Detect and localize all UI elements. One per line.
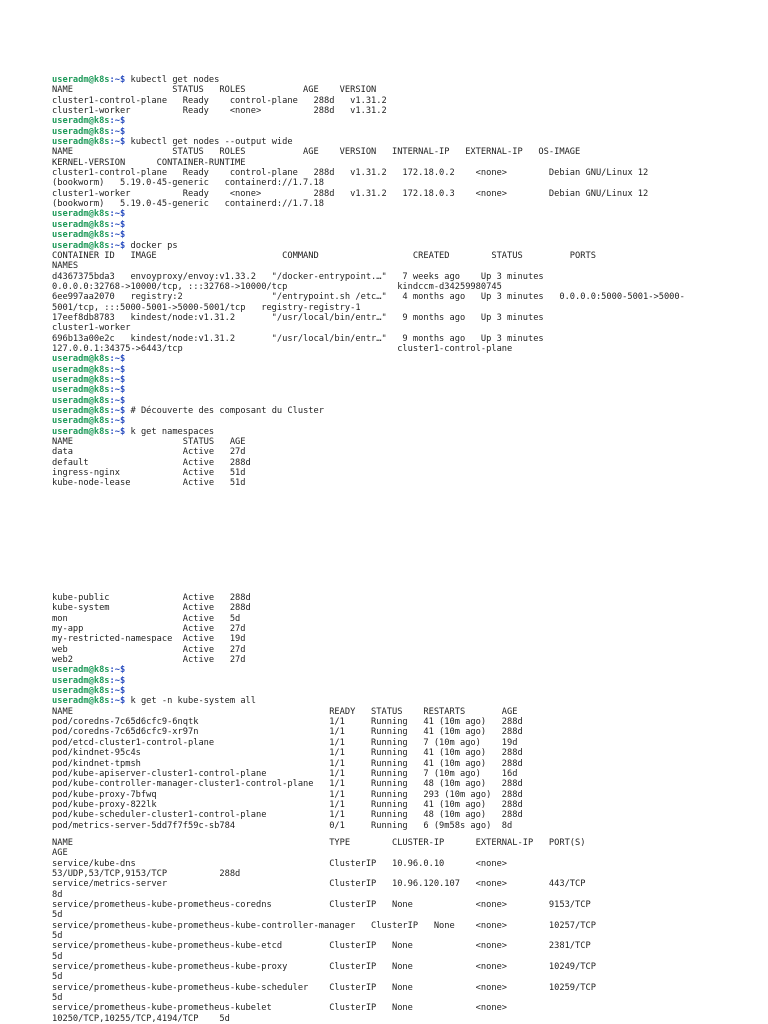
output-line: default Active 288d bbox=[52, 457, 251, 468]
output-line: service/prometheus-kube-prometheus-kube-etcd ClusterIP None <none> 2381/TCP bbox=[52, 941, 591, 952]
output-line: CONTAINER ID IMAGE COMMAND CREATED STATUS PORTS bbox=[52, 250, 596, 261]
prompt-path: :~$ bbox=[109, 385, 126, 396]
output-line: (bookworm) 5.19.0-45-generic containerd://1.7.18 bbox=[52, 178, 324, 189]
output-line: cluster1-control-plane Ready control-plane 288d v1.31.2 172.18.0.2 <none> Debian GNU/Linux 12 bbox=[52, 168, 649, 179]
prompt-path: :~$ bbox=[109, 209, 126, 220]
output-line: web Active 27d bbox=[52, 644, 246, 655]
output-line: pod/coredns-7c65d6cfc9-xr97n 1/1 Running 41 (10m ago) 288d bbox=[52, 727, 523, 738]
prompt-line bbox=[52, 676, 758, 686]
output-line: service/prometheus-kube-prometheus-kube-controller-manager ClusterIP None <none> 10257/TCP bbox=[52, 920, 596, 931]
prompt-line bbox=[52, 75, 758, 85]
output-line: 0.0.0.0:32768->10000/tcp, :::32768->10000/tcp kindccm-d34259980745 bbox=[52, 281, 502, 292]
output-line: pod/kube-proxy-822lk 1/1 Running 41 (10m ago) 288d bbox=[52, 799, 523, 810]
output-line: 8d bbox=[52, 889, 63, 900]
output-line: 5d bbox=[52, 931, 63, 941]
output-line: 17eef8db8783 kindest/node:v1.31.2 "/usr/local/bin/entr…" 9 months ago Up 3 minutes bbox=[52, 312, 544, 323]
output-line: NAME READY STATUS RESTARTS AGE bbox=[52, 706, 518, 717]
prompt-line bbox=[52, 241, 758, 251]
output-line: kube-system Active 288d bbox=[52, 603, 251, 614]
output-line: pod/kube-apiserver-cluster1-control-plane 1/1 Running 7 (10m ago) 16d bbox=[52, 768, 518, 779]
output-line: pod/etcd-cluster1-control-plane 1/1 Running 7 (10m ago) 19d bbox=[52, 737, 518, 748]
prompt-line bbox=[52, 137, 758, 147]
prompt-line bbox=[52, 665, 758, 675]
prompt-user: useradm@k8s bbox=[52, 665, 110, 676]
prompt-path: :~$ bbox=[109, 354, 126, 365]
command-text: k get -n kube-system all bbox=[125, 696, 257, 707]
command-text: # Découverte des composant du Cluster bbox=[125, 406, 325, 416]
prompt-path: :~$ bbox=[109, 426, 126, 437]
output-line: cluster1-worker Ready <none> 288d v1.31.2 bbox=[52, 106, 387, 117]
prompt-path: :~$ bbox=[109, 137, 126, 148]
prompt-user: useradm@k8s bbox=[52, 75, 110, 85]
output-line: cluster1-worker Ready <none> 288d v1.31.2 172.18.0.3 <none> Debian GNU/Linux 12 bbox=[52, 188, 649, 199]
output-line: my-app Active 27d bbox=[52, 624, 246, 635]
output-line: pod/kube-scheduler-cluster1-control-plane 1/1 Running 48 (10m ago) 288d bbox=[52, 810, 523, 821]
output-line: 53/UDP,53/TCP,9153/TCP 288d bbox=[52, 868, 241, 879]
output-line: kube-public Active 288d bbox=[52, 593, 251, 603]
output-line: pod/kindnet-tpmsh 1/1 Running 41 (10m ago) 288d bbox=[52, 758, 523, 769]
output-line: cluster1-worker bbox=[52, 323, 131, 334]
prompt-path: :~$ bbox=[109, 116, 126, 127]
prompt-path: :~$ bbox=[109, 395, 126, 406]
prompt-line bbox=[52, 365, 758, 375]
command-text: k get namespaces bbox=[125, 426, 215, 437]
line-gap bbox=[52, 831, 758, 838]
output-line: 5d bbox=[52, 951, 63, 962]
output-line: 5d bbox=[52, 972, 63, 983]
output-line: pod/metrics-server-5dd7f7f59c-sb784 0/1 Running 6 (9m58s ago) 8d bbox=[52, 820, 513, 831]
output-line: 10250/TCP,10255/TCP,4194/TCP 5d bbox=[52, 1013, 230, 1024]
output-line: my-restricted-namespace Active 19d bbox=[52, 634, 246, 645]
prompt-path: :~$ bbox=[109, 675, 126, 686]
prompt-path: :~$ bbox=[109, 696, 126, 707]
prompt-path: :~$ bbox=[109, 240, 126, 251]
output-line: d4367375bda3 envoyproxy/envoy:v1.33.2 "/docker-entrypoint.…" 7 weeks ago Up 3 minutes bbox=[52, 271, 544, 282]
output-line: 5001/tcp, :::5000-5001->5000-5001/tcp registry-registry-1 bbox=[52, 302, 361, 313]
output-line: pod/coredns-7c65d6cfc9-6nqtk 1/1 Running 41 (10m ago) 288d bbox=[52, 717, 523, 728]
output-line: data Active 27d bbox=[52, 447, 246, 458]
output-line: AGE bbox=[52, 848, 68, 859]
output-line: 5d bbox=[52, 993, 63, 1004]
prompt-line bbox=[52, 385, 758, 395]
output-line: service/prometheus-kube-prometheus-kubelet ClusterIP None <none> bbox=[52, 1003, 508, 1014]
output-line: web2 Active 27d bbox=[52, 655, 246, 666]
output-line: NAME STATUS ROLES AGE VERSION bbox=[52, 85, 377, 96]
prompt-user: useradm@k8s bbox=[52, 374, 110, 385]
prompt-user: useradm@k8s bbox=[52, 364, 110, 375]
output-line: pod/kube-controller-manager-cluster1-control-plane 1/1 Running 48 (10m ago) 288d bbox=[52, 779, 523, 790]
prompt-user: useradm@k8s bbox=[52, 426, 110, 437]
prompt-line bbox=[52, 406, 758, 416]
output-line: NAMES bbox=[52, 261, 79, 272]
prompt-line bbox=[52, 375, 758, 385]
prompt-line bbox=[52, 686, 758, 696]
prompt-user: useradm@k8s bbox=[52, 406, 110, 416]
prompt-user: useradm@k8s bbox=[52, 230, 110, 241]
prompt-path: :~$ bbox=[109, 416, 126, 427]
prompt-user: useradm@k8s bbox=[52, 219, 110, 230]
output-line: 127.0.0.1:34375->6443/tcp cluster1-control-plane bbox=[52, 343, 513, 354]
output-line: KERNEL-VERSION CONTAINER-RUNTIME bbox=[52, 157, 246, 168]
prompt-line bbox=[52, 396, 758, 406]
command-text: docker ps bbox=[125, 240, 178, 251]
output-line: (bookworm) 5.19.0-45-generic containerd://1.7.18 bbox=[52, 199, 324, 210]
terminal-output-page1 bbox=[52, 75, 758, 489]
prompt-user: useradm@k8s bbox=[52, 354, 110, 365]
prompt-user: useradm@k8s bbox=[52, 137, 110, 148]
command-text: kubectl get nodes bbox=[125, 75, 220, 85]
output-line: service/metrics-server ClusterIP 10.96.120.107 <none> 443/TCP bbox=[52, 879, 586, 890]
output-line: service/prometheus-kube-prometheus-kube-proxy ClusterIP None <none> 10249/TCP bbox=[52, 962, 596, 973]
prompt-path: :~$ bbox=[109, 364, 126, 375]
prompt-user: useradm@k8s bbox=[52, 675, 110, 686]
prompt-user: useradm@k8s bbox=[52, 209, 110, 220]
prompt-path: :~$ bbox=[109, 665, 126, 676]
output-line: 6ee997aa2070 registry:2 "/entrypoint.sh /etc…" 4 months ago Up 3 minutes 0.0.0.0:5000-5001->5000- bbox=[52, 292, 685, 303]
prompt-line bbox=[52, 230, 758, 240]
prompt-user: useradm@k8s bbox=[52, 385, 110, 396]
output-line: service/prometheus-kube-prometheus-coredns ClusterIP None <none> 9153/TCP bbox=[52, 899, 591, 910]
prompt-path: :~$ bbox=[109, 686, 126, 697]
prompt-line bbox=[52, 127, 758, 137]
output-line: ingress-nginx Active 51d bbox=[52, 468, 246, 479]
prompt-user: useradm@k8s bbox=[52, 116, 110, 127]
output-line: service/kube-dns ClusterIP 10.96.0.10 <none> bbox=[52, 858, 508, 869]
prompt-line bbox=[52, 416, 758, 426]
prompt-user: useradm@k8s bbox=[52, 126, 110, 137]
output-line: kube-node-lease Active 51d bbox=[52, 478, 246, 489]
prompt-line bbox=[52, 427, 758, 437]
prompt-line bbox=[52, 696, 758, 706]
prompt-path: :~$ bbox=[109, 126, 126, 137]
output-line: 5d bbox=[52, 910, 63, 921]
terminal-output-page2 bbox=[52, 593, 758, 1024]
prompt-line bbox=[52, 116, 758, 126]
output-line: 696b13a00e2c kindest/node:v1.31.2 "/usr/local/bin/entr…" 9 months ago Up 3 minutes bbox=[52, 333, 544, 344]
output-line: NAME TYPE CLUSTER-IP EXTERNAL-IP PORT(S) bbox=[52, 837, 586, 848]
command-text: kubectl get nodes --output wide bbox=[125, 137, 293, 148]
prompt-user: useradm@k8s bbox=[52, 696, 110, 707]
output-line: NAME STATUS ROLES AGE VERSION INTERNAL-IP EXTERNAL-IP OS-IMAGE bbox=[52, 147, 581, 158]
prompt-path: :~$ bbox=[109, 406, 126, 416]
prompt-line bbox=[52, 209, 758, 219]
output-line: service/prometheus-kube-prometheus-kube-scheduler ClusterIP None <none> 10259/TCP bbox=[52, 982, 596, 993]
prompt-line bbox=[52, 354, 758, 364]
prompt-path: :~$ bbox=[109, 374, 126, 385]
prompt-user: useradm@k8s bbox=[52, 395, 110, 406]
output-line: pod/kindnet-95c4s 1/1 Running 41 (10m ago) 288d bbox=[52, 748, 523, 759]
output-line: cluster1-control-plane Ready control-plane 288d v1.31.2 bbox=[52, 95, 387, 106]
prompt-path: :~$ bbox=[109, 75, 126, 85]
prompt-user: useradm@k8s bbox=[52, 416, 110, 427]
prompt-path: :~$ bbox=[109, 230, 126, 241]
prompt-user: useradm@k8s bbox=[52, 686, 110, 697]
prompt-user: useradm@k8s bbox=[52, 240, 110, 251]
output-line: NAME STATUS AGE bbox=[52, 437, 246, 448]
output-line: pod/kube-proxy-7bfwq 1/1 Running 293 (10m ago) 288d bbox=[52, 789, 523, 800]
prompt-line bbox=[52, 220, 758, 230]
output-line: mon Active 5d bbox=[52, 613, 241, 624]
prompt-path: :~$ bbox=[109, 219, 126, 230]
